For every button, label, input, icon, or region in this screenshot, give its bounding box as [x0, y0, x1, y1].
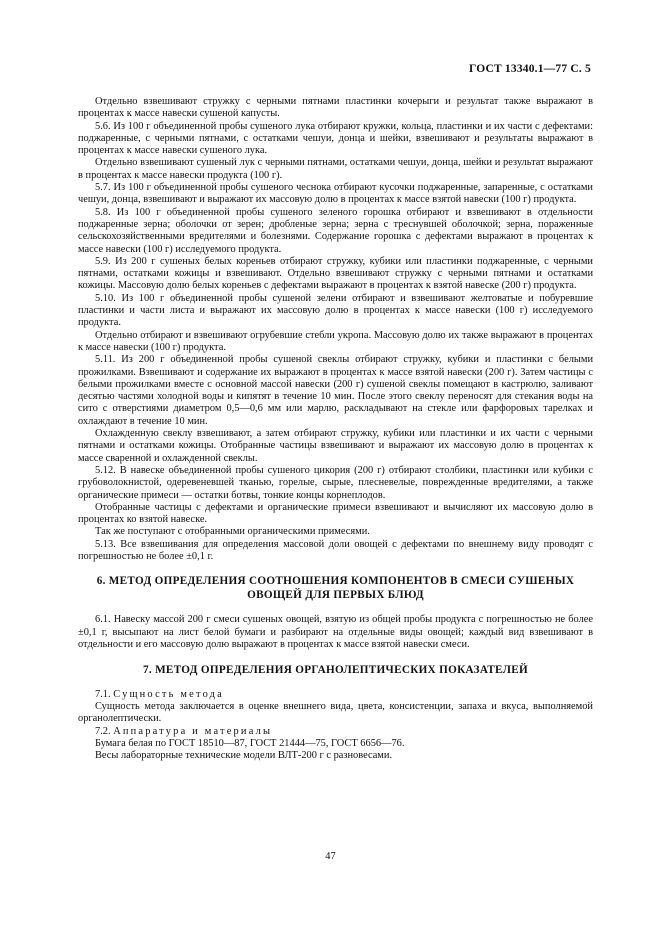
running-header: ГОСТ 13340.1—77 С. 5	[468, 63, 591, 75]
page-number: 47	[325, 851, 336, 862]
section-6-paragraph: 6.1. Навеску массой 200 г смеси сушеных овощей, взятую из общей пробы продукта с погрешностью не более ±0,1 г, высыпают на лист белой бумаги и разбирают на отдельные виды овощей; каждый вид взвешивают в отдельности и его массовую долю выражают в процентах к массе взятой навески смеси.	[78, 614, 593, 650]
paragraph: Отдельно взвешивают сушеный лук с черными пятнами, остатками чешуи, донца, шейки и результат выражают в процентах к массе навески продукта (100 г).	[78, 157, 593, 181]
paragraph: Отобранные частицы с дефектами и органические примеси взвешивают и вычисляют их массовую долю в процентах ко взятой навеске.	[78, 501, 593, 526]
section-6-heading: 6. МЕТОД ОПРЕДЕЛЕНИЯ СООТНОШЕНИЯ КОМПОНЕНТОВ В СМЕСИ СУШЕНЫХ ОВОЩЕЙ ДЛЯ ПЕРВЫХ БЛЮД	[96, 575, 575, 601]
subsection-number: 7.1.	[95, 688, 111, 700]
paragraph: 5.9. Из 200 г сушеных белых кореньев отбирают стружку, кубики или пластинки поджаренные, с черными пятнами, остатками кожицы и взвешивают. Отдельно взвешивают стружку с черными пятнами и остатками кожицы. Массовую долю белых кореньев с дефектами выражают в процентах к взятой навеске (200 г) продукта.	[78, 255, 593, 292]
paragraph: Отдельно взвешивают стружку с черными пятнами пластинки кочерыги и результат также выражают в процентах к массе навески сушеной капусты.	[78, 96, 593, 120]
subsection-number: 7.2.	[95, 725, 111, 737]
subsection-7-1-heading	[78, 689, 593, 701]
document-body	[78, 96, 593, 762]
subsection-7-2-heading	[78, 726, 593, 738]
subsection-title: Аппаратура и материалы	[113, 725, 273, 737]
paragraph: 5.12. В навеске объединенной пробы сушеного цикория (200 г) отбирают столбики, пластинки или кубики с грубоволокнистой, одеревеневшей тканью, горелые, сырые, плесневелые, поврежденные вредителями, а также органические примеси — остатки ботвы, тонкие концы корнеплодов.	[78, 464, 593, 501]
paragraph: 5.13. Все взвешивания для определения массовой доли овощей с дефектами по внешнему виду проводят с погрешностью не более ±0,1 г.	[78, 538, 593, 562]
subsection-title: Сущность метода	[113, 688, 224, 700]
paragraph: Отдельно отбирают и взвешивают огрубевшие стебли укропа. Массовую долю их также выражают в процентах к массе навески (100 г) продукта.	[78, 329, 593, 353]
paragraph: Охлажденную свеклу взвешивают, а затем отбирают стружку, кубики или пластинки и их части с черными пятнами и остатками кожицы. Отобранные частицы взвешивают и выражают их массовую долю в процентах к массе сваренной и охлажденной свеклы.	[78, 428, 593, 464]
paragraph: 5.7. Из 100 г объединенной пробы сушеного чеснока отбирают кусочки поджаренные, запаренные, с остатками чешуи, донца, взвешивают и выражают их массовую долю в процентах к массе взятой навески (100 г) продукта.	[78, 182, 593, 206]
paragraph: 5.8. Из 100 г объединенной пробы сушеного зеленого горошка отбирают и взвешивают в отдельности поджаренные зерна; оболочки от зерен; дробленые зерна; зерна с треснувшей оболочкой; зерна, пораженные сельскохозяйственными вредителями и болезнями. Содержание горошка с дефектами выражают в процентах к массе навески (100 г) исследуемого продукта.	[78, 206, 593, 255]
paragraph: 5.6. Из 100 г объединенной пробы сушеного лука отбирают кружки, кольца, пластинки и их части с дефектами: поджаренные, с черными пятнами, с остатками чешуи, донца и шейки, взвешивают и результаты выражают в процентах к массе навески сушеного лука.	[78, 120, 593, 157]
paragraph: 5.11. Из 200 г объединенной пробы сушеной свеклы отбирают стружку, кубики и пластинки с белыми прожилками. Взвешивают и содержание их выражают в процентах к массе взятой навески (200 г). Затем частицы с белыми прожилками вместе с основной массой навески (200 г) сушеной свеклы помещают в кастрюлю, заливают десятью частями холодной воды и кипятят в течение 10 мин. После этого свеклу переносят для стекания воды на сито с отверстиями диаметром 0,5—0,6 мм или марлю, раскладывают на стекле или фарфоровых тарелках и охлаждают в течение 10 мин.	[78, 354, 593, 427]
subsection-7-2-line: Бумага белая по ГОСТ 18510—87, ГОСТ 21444—75, ГОСТ 6656—76.	[95, 737, 405, 749]
subsection-7-2-line: Весы лабораторные технические модели ВЛТ-200 г с разновесами.	[95, 750, 393, 762]
paragraph: 5.10. Из 100 г объединенной пробы сушеной зелени отбирают и взвешивают желтоватые и побуревшие пластинки и части листа и выражают их массовую долю в процентах к массе навески (100 г) исследуемого продукта.	[78, 292, 593, 329]
paragraph: Так же поступают с отобранными органическими примесями.	[95, 526, 370, 538]
subsection-7-1-text: Сущность метода заключается в оценке внешнего вида, цвета, консистенции, запаха и вкуса, выполняемой органолептически.	[78, 700, 593, 725]
section-7-heading: 7. МЕТОД ОПРЕДЕЛЕНИЯ ОРГАНОЛЕПТИЧЕСКИХ ПОКАЗАТЕЛЕЙ	[142, 664, 528, 677]
